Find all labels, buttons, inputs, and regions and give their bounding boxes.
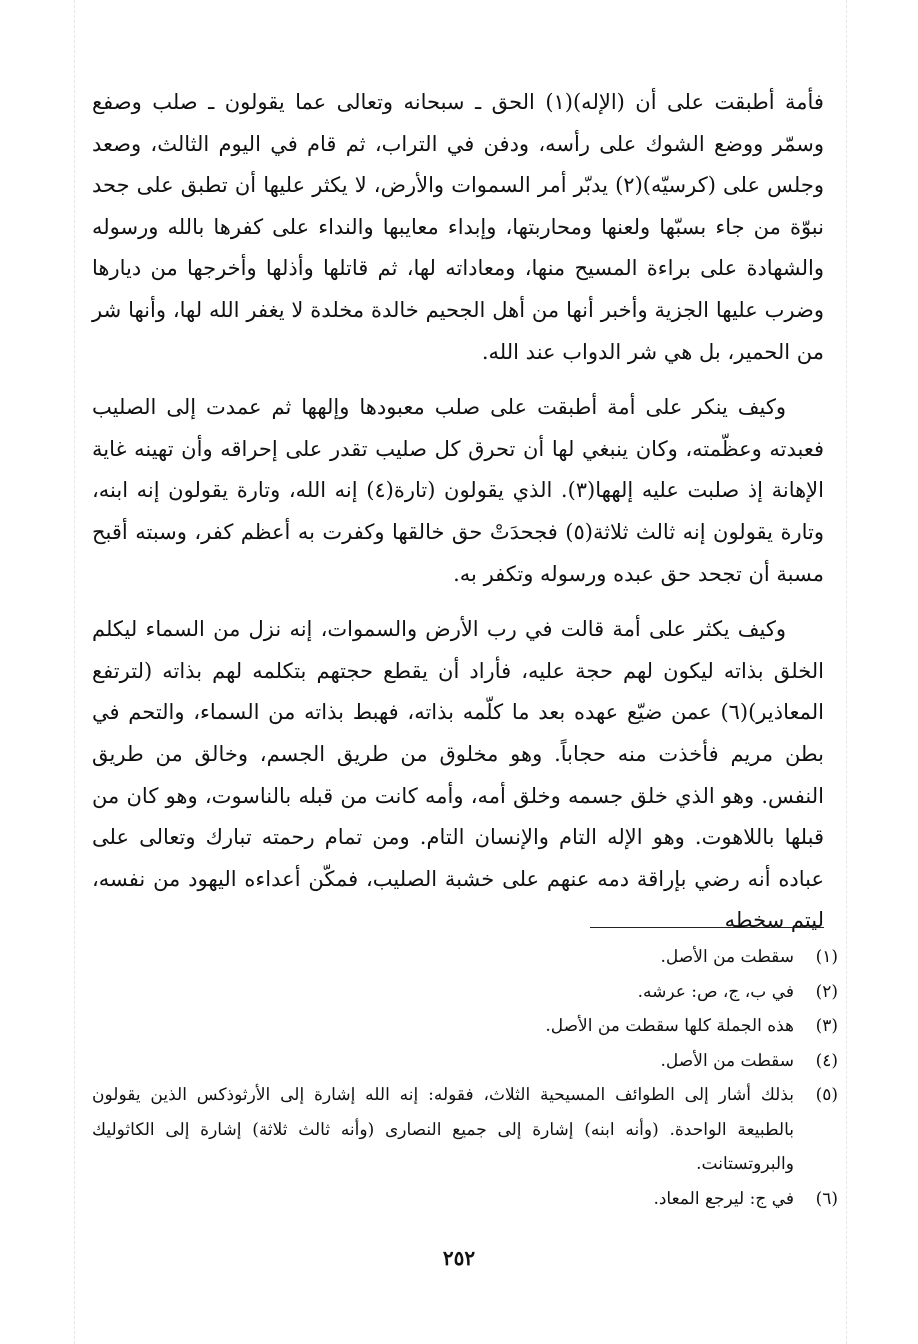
footnote-number: (١) [815, 947, 838, 967]
footnote-separator [590, 927, 824, 928]
footnote-text: في ب، ج، ص: عرشه. [637, 981, 794, 1002]
footnote-3 [92, 1009, 838, 1044]
footnote-text: هذه الجملة كلها سقطت من الأصل. [545, 1016, 794, 1036]
footnote-number: (٦) [815, 1188, 838, 1209]
paragraph-1: فأمة أطبقت على أن (الإله)(١) الحق ـ سبحانه وتعالى عما يقولون ـ صلب وصفع وسمّر ووضع الشوك على رأسه، ودفن في التراب، ثم قام في اليوم الثالث، وصعد وجلس على (كرسيّه)(٢) يدبّر أمر السموات والأرض، لا يكثر عليها أن تطبق على جحد نبوّة من جاء بسبّها ولعنها ومحاربتها، وإبداء معايبها والنداء على كفرها بالله ورسوله والشهادة على براءة المسيح منها، ومعاداته لها، ثم قاتلها وأذلها وأخرجها من ديارها وضرب عليها الجزية وأخبر أنها من أهل الجحيم خالدة مخلدة لا يغفر الله لها، وأنها شر من الحمير، بل هي شر الدواب عند الله. [92, 90, 824, 364]
footnote-number: (٢) [815, 981, 838, 1002]
footnote-4 [92, 1044, 838, 1079]
footnote-number: (٤) [815, 1050, 838, 1071]
footnote-number: (٣) [815, 1016, 838, 1036]
footnote-text: في ج: ليرجع المعاد. [653, 1188, 794, 1209]
paragraph-3: وكيف يكثر على أمة قالت في رب الأرض والسموات، إنه نزل من السماء ليكلم الخلق بذاته ليكون لهم حجة عليه، فأراد أن يقطع حجتهم بتكلمه لهم بذاته (لترتفع المعاذير)(٦) عمن ضيّع عهده بعد ما كلّمه بذاته، فهبط بذاته من السماء، والتحم في بطن مريم فأخذت منه حجاباً. وهو مخلوق من طريق الجسم، وخالق من طريق النفس. وهو الذي خلق جسمه وخلق أمه، وأمه كانت من قبله بالناسوت، وهو كان من قبلها باللاهوت. وهو الإله التام والإنسان التام. ومن تمام رحمته تبارك وتعالى على عباده أنه رضي بإراقة دمه عنهم على خشبة الصليب، فمكّن أعداءه اليهود من نفسه، ليتم سخطه [92, 617, 824, 933]
footnote-number: (٥) [815, 1085, 838, 1105]
footnote-6 [92, 1182, 838, 1217]
footnote-2 [92, 975, 838, 1010]
main-text [92, 82, 824, 956]
footnote-1 [92, 940, 838, 975]
footnote-text: سقطت من الأصل. [660, 947, 794, 967]
footnote-5 [92, 1078, 838, 1182]
scan-edge-right [846, 0, 847, 1344]
paragraph-2: وكيف ينكر على أمة أطبقت على صلب معبودها وإلهها ثم عمدت إلى الصليب فعبدته وعظّمته، وكان ينبغي لها أن تحرق كل صليب تقدر على إحراقه وأن تهينه غاية الإهانة إذ صلبت عليه إلهها(٣). الذي يقولون (تارة(٤) إنه الله، وتارة يقولون إنه ابنه، وتارة يقولون إنه ثالث ثلاثة(٥) فجحدَتْ حق خالقها وكفرت به أعظم كفر، وسبته أقبح مسبة أن تجحد حق عبده ورسوله وتكفر به. [92, 395, 824, 586]
footnote-text: بذلك أشار إلى الطوائف المسيحية الثلاث، فقوله: إنه الله إشارة إلى الأرثوذكس الذين يقولون بالطبيعة الواحدة. (وأنه ابنه) إشارة إلى جميع النصارى (وأنه ثالث ثلاثة) إشارة إلى الكاثوليك والبروتستانت. [92, 1085, 794, 1174]
footnote-text: سقطت من الأصل. [660, 1050, 794, 1071]
page-number: ٢٥٢ [442, 1246, 476, 1270]
footnotes [92, 940, 838, 1216]
scan-edge-left [74, 0, 75, 1344]
